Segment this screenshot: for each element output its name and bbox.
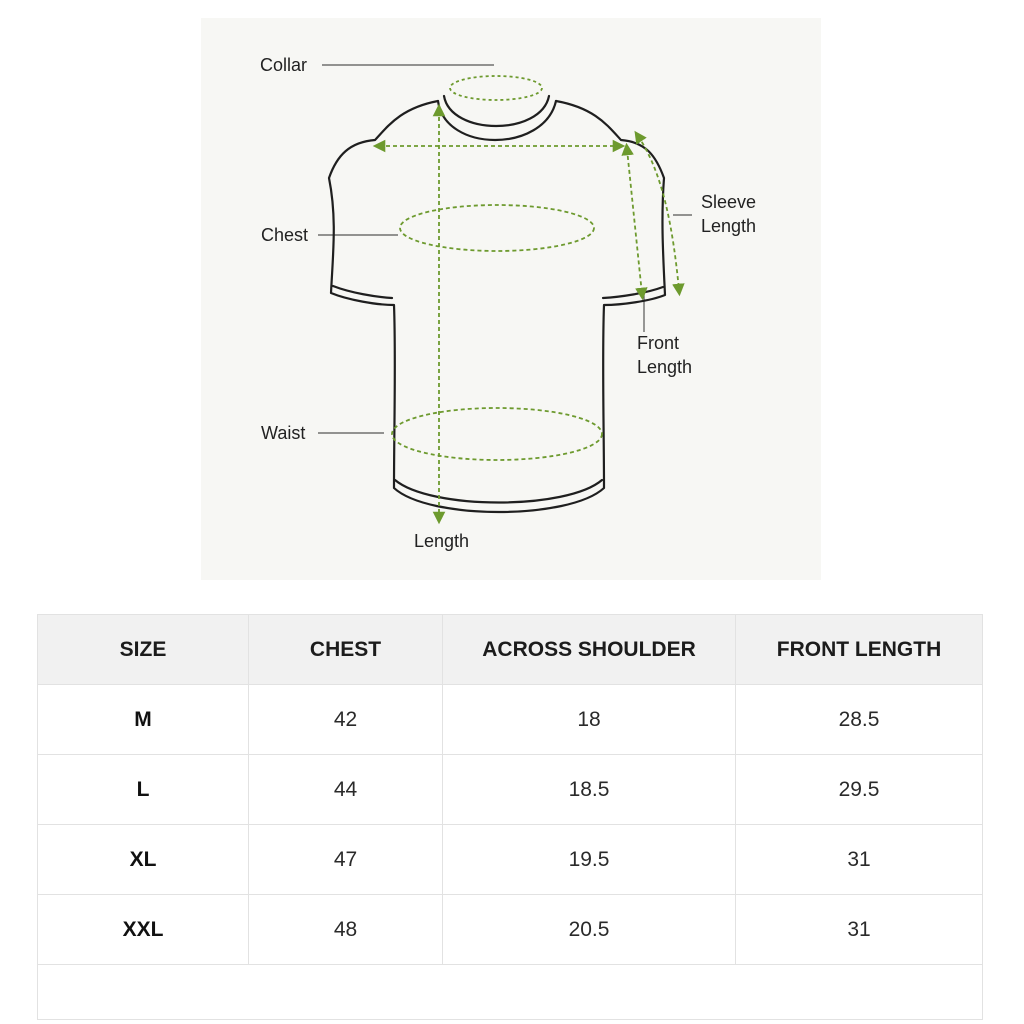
front-length-label-line2: Length <box>637 357 693 377</box>
front-length-measure-arrow <box>627 149 642 294</box>
right-sleeve-hem <box>603 287 663 298</box>
waist-label: Waist <box>261 423 306 443</box>
chest-measure-ellipse <box>400 205 594 251</box>
header-across-shoulder: ACROSS SHOULDER <box>443 615 736 685</box>
tshirt-measurement-diagram <box>201 18 821 580</box>
empty-cell <box>38 965 983 1020</box>
shoulder-cell: 19.5 <box>443 825 736 895</box>
leader-lines <box>318 65 692 433</box>
chest-cell: 47 <box>249 825 443 895</box>
waist-measure-ellipse <box>392 408 602 460</box>
chest-cell: 48 <box>249 895 443 965</box>
chest-cell: 44 <box>249 755 443 825</box>
front-length-label <box>637 331 692 379</box>
sleeve-length-label <box>701 190 756 238</box>
collar-measure-ellipse <box>450 76 542 100</box>
shoulder-cell: 18 <box>443 685 736 755</box>
length-label: Length <box>414 531 470 551</box>
table-row <box>38 685 983 755</box>
header-chest: CHEST <box>249 615 443 685</box>
size-cell: XXL <box>38 895 249 965</box>
shoulder-cell: 20.5 <box>443 895 736 965</box>
neckline-outline <box>438 101 556 140</box>
sleeve-length-label-line1: Sleeve <box>701 192 757 212</box>
tshirt-illustration <box>201 18 821 580</box>
sleeve-length-measure-arrow <box>638 136 679 290</box>
empty-table-row <box>38 965 983 1020</box>
size-cell: M <box>38 685 249 755</box>
size-chart-table <box>37 614 983 1020</box>
header-size: SIZE <box>38 615 249 685</box>
chest-cell: 42 <box>249 685 443 755</box>
header-front-length: FRONT LENGTH <box>736 615 983 685</box>
sleeve-length-label-line2: Length <box>701 216 757 236</box>
front-length-cell: 31 <box>736 825 983 895</box>
chest-label: Chest <box>261 225 309 245</box>
front-length-cell: 29.5 <box>736 755 983 825</box>
shoulder-cell: 18.5 <box>443 755 736 825</box>
size-cell: L <box>38 755 249 825</box>
shirt-body-outline <box>329 101 665 512</box>
tshirt-outline <box>329 96 665 512</box>
size-cell: XL <box>38 825 249 895</box>
front-length-cell: 31 <box>736 895 983 965</box>
table-row <box>38 895 983 965</box>
front-length-cell: 28.5 <box>736 685 983 755</box>
collar-label: Collar <box>260 55 308 75</box>
table-row <box>38 825 983 895</box>
bottom-hem <box>395 480 602 503</box>
table-row <box>38 755 983 825</box>
front-length-label-line1: Front <box>637 333 680 353</box>
table-header-row <box>38 615 983 685</box>
